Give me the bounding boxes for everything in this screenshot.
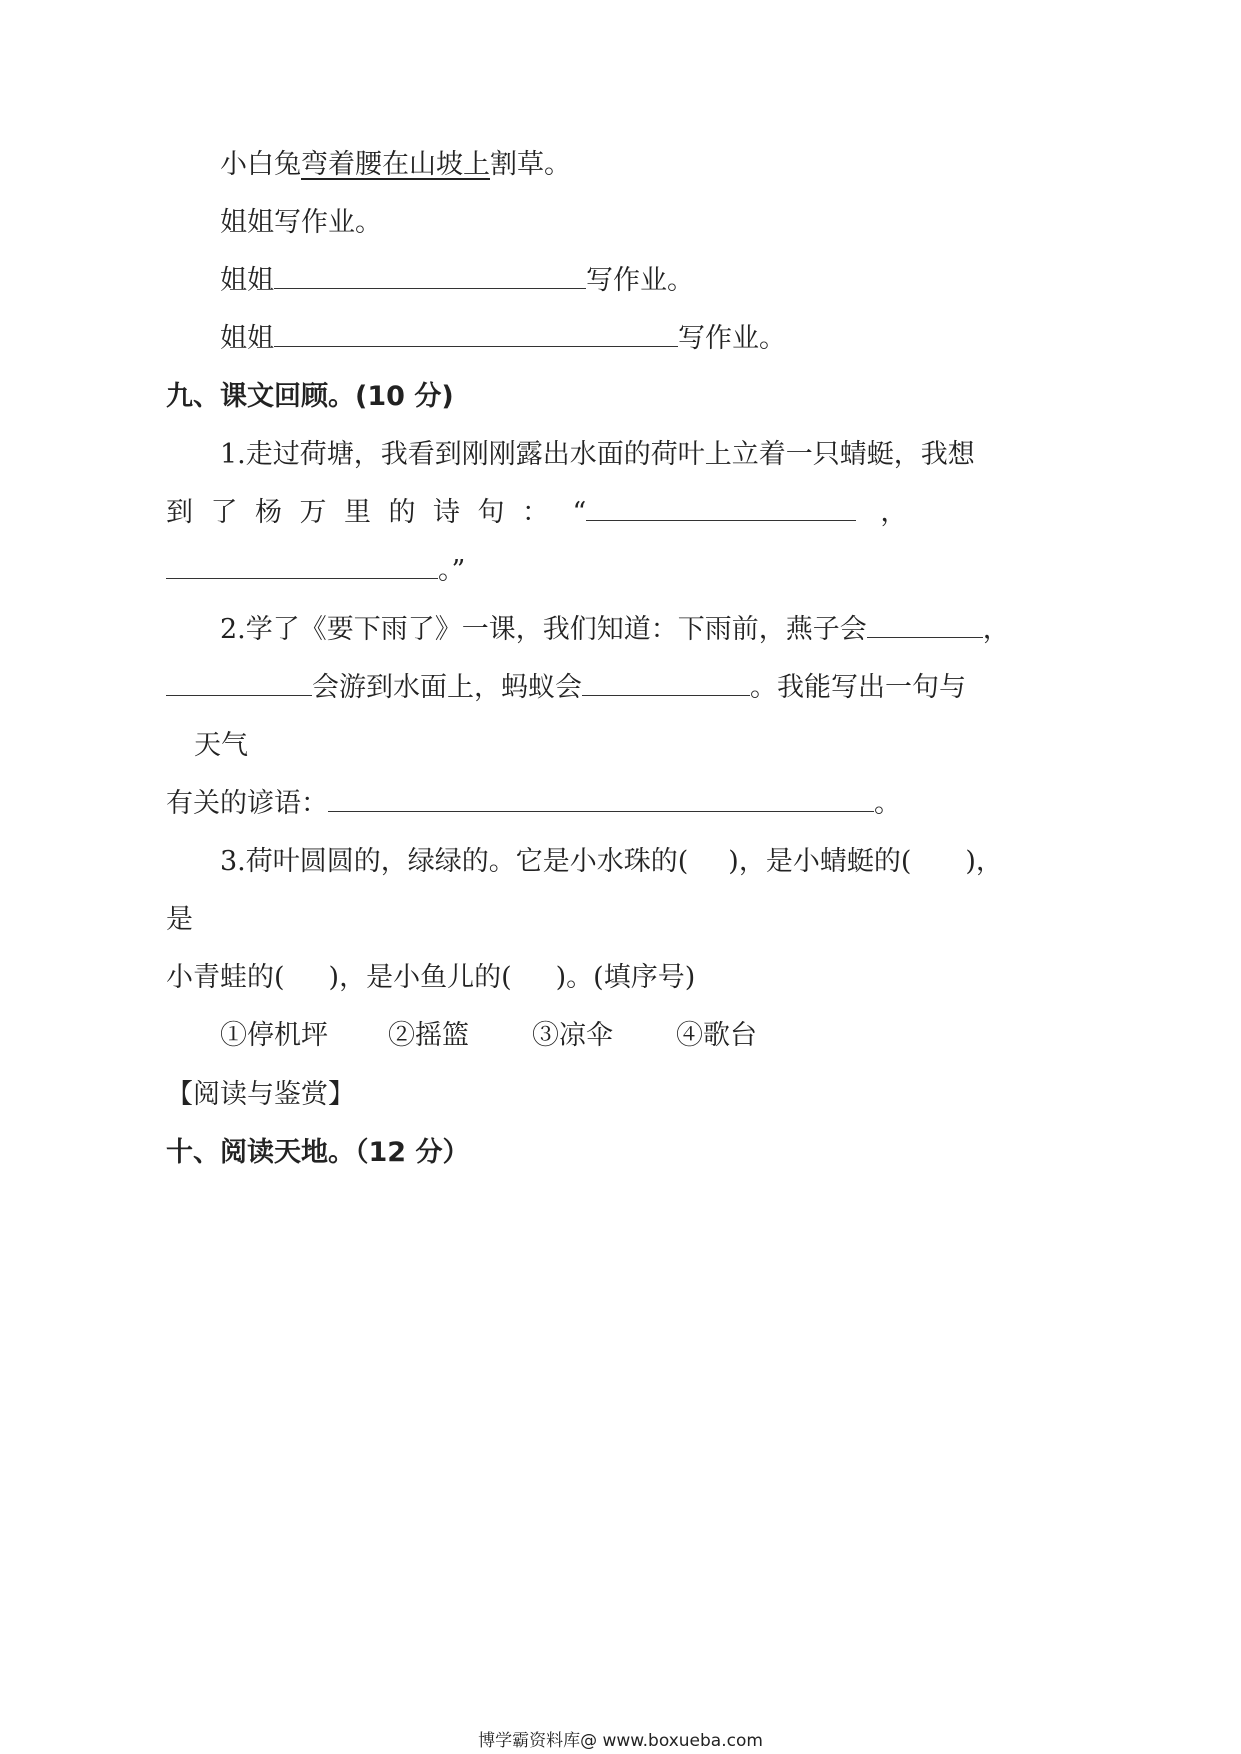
base-sentence: 姐姐写作业。 bbox=[220, 207, 382, 238]
q2-proverb-blank[interactable] bbox=[328, 787, 874, 812]
q1-open-quote: “ bbox=[572, 497, 587, 528]
q3-line1-b: )，是小蜻蜓的( bbox=[728, 846, 912, 877]
q1-blank-1[interactable] bbox=[586, 496, 856, 521]
fill1-blank[interactable] bbox=[274, 264, 586, 289]
q3-option-3: ③凉伞 bbox=[532, 1020, 613, 1051]
q3-option-1: ①停机坪 bbox=[220, 1020, 328, 1051]
q3-line3-c: )。(填序号) bbox=[555, 962, 696, 993]
example-underlined: 弯着腰在山坡上 bbox=[301, 149, 490, 180]
q3-line1-c: )， bbox=[965, 846, 1003, 877]
q2-line3: 天气 bbox=[194, 730, 248, 761]
fill2-suffix: 写作业。 bbox=[678, 323, 786, 354]
q2-blank-2[interactable] bbox=[166, 671, 312, 696]
fill1-suffix: 写作业。 bbox=[586, 265, 694, 296]
q1-close: 。” bbox=[438, 555, 466, 586]
fill-line-2 bbox=[220, 321, 786, 357]
q2-line4-prefix: 有关的谚语： bbox=[166, 788, 328, 819]
q3-line1-a: 3.荷叶圆圆的，绿绿的。它是小水珠的( bbox=[220, 846, 689, 877]
example-prefix: 小白兔 bbox=[220, 149, 301, 180]
q2-line1-text: 2.学了《要下雨了》一课，我们知道：下雨前，燕子会 bbox=[220, 614, 867, 645]
reading-header: 【阅读与鉴赏】 bbox=[166, 1079, 355, 1110]
q1-comma: ， bbox=[880, 497, 908, 528]
q3-option-4: ④歌台 bbox=[676, 1020, 757, 1051]
q2-blank-3[interactable] bbox=[582, 671, 750, 696]
q2-line4-end: 。 bbox=[874, 788, 901, 819]
fill2-prefix: 姐姐 bbox=[220, 323, 274, 354]
q2-line2 bbox=[166, 670, 966, 706]
q3-option-2: ②摇篮 bbox=[388, 1020, 469, 1051]
q3-line3 bbox=[166, 960, 695, 996]
q3-line3-a: 小青蛙的( bbox=[166, 962, 285, 993]
q3-line3-b: )，是小鱼儿的( bbox=[328, 962, 512, 993]
q1-blank-2[interactable] bbox=[166, 554, 438, 579]
q2-line2-end: 。我能写出一句与 bbox=[750, 672, 966, 703]
q2-line1 bbox=[220, 612, 1010, 648]
q1-line1: 1.走过荷塘，我看到刚刚露出水面的荷叶上立着一只蜻蜓，我想 bbox=[220, 439, 975, 470]
section9-title: 九、课文回顾。(10 分) bbox=[166, 381, 454, 412]
q1-line2 bbox=[166, 495, 907, 531]
example-suffix: 割草。 bbox=[490, 149, 571, 180]
q3-line1 bbox=[220, 844, 1003, 880]
footer-watermark: 博学霸资料库@ www.boxueba.com bbox=[478, 1731, 763, 1751]
fill-line-1 bbox=[220, 263, 694, 299]
q2-blank-1[interactable] bbox=[867, 613, 983, 638]
q2-line2-mid: 会游到水面上，蚂蚁会 bbox=[312, 672, 582, 703]
q1-line3 bbox=[166, 553, 465, 589]
q2-line4 bbox=[166, 786, 901, 822]
fill1-prefix: 姐姐 bbox=[220, 265, 274, 296]
q2-line1-comma: ， bbox=[982, 614, 1010, 645]
fill2-blank[interactable] bbox=[274, 322, 678, 347]
q1-line2-text: 到了杨万里的诗句： bbox=[166, 497, 567, 528]
example-sentence bbox=[220, 147, 571, 183]
q3-line2: 是 bbox=[166, 904, 193, 935]
section10-title: 十、阅读天地。（12 分） bbox=[166, 1137, 470, 1168]
